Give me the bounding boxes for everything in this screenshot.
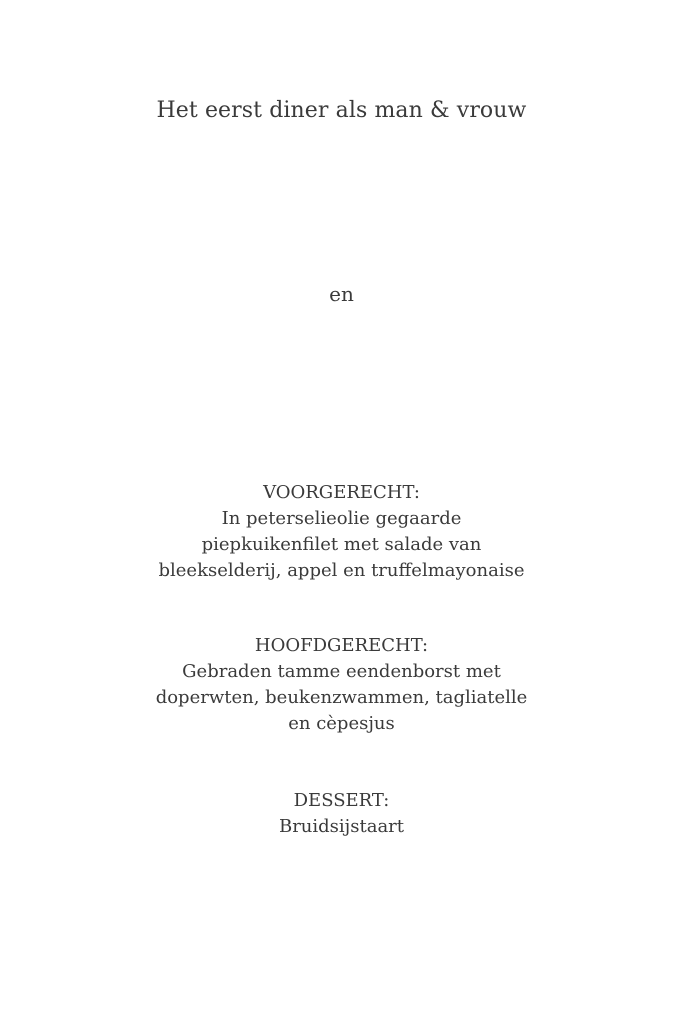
course-description-line: piepkuikenfilet met salade van <box>201 534 482 555</box>
course-description-line: en cèpesjus <box>288 713 395 734</box>
course-description-line: doperwten, beukenzwammen, tagliatelle <box>155 687 528 708</box>
course-heading: HOOFDGERECHT: <box>254 635 429 656</box>
course-main <box>0 633 683 737</box>
course-description-line: Gebraden tamme eendenborst met <box>182 661 501 682</box>
course-description-line: Bruidsijstaart <box>278 816 405 837</box>
course-description-line: In peterselieolie gegaarde <box>221 508 462 529</box>
course-description-line: bleekselderij, appel en truffelmayonaise <box>158 560 525 581</box>
names-connector: en <box>329 282 354 306</box>
course-heading: DESSERT: <box>293 790 390 811</box>
course-dessert <box>0 788 683 840</box>
course-heading: VOORGERECHT: <box>263 482 420 503</box>
course-starter <box>0 480 683 584</box>
menu-title: Het eerst diner als man & vrouw <box>156 98 527 123</box>
